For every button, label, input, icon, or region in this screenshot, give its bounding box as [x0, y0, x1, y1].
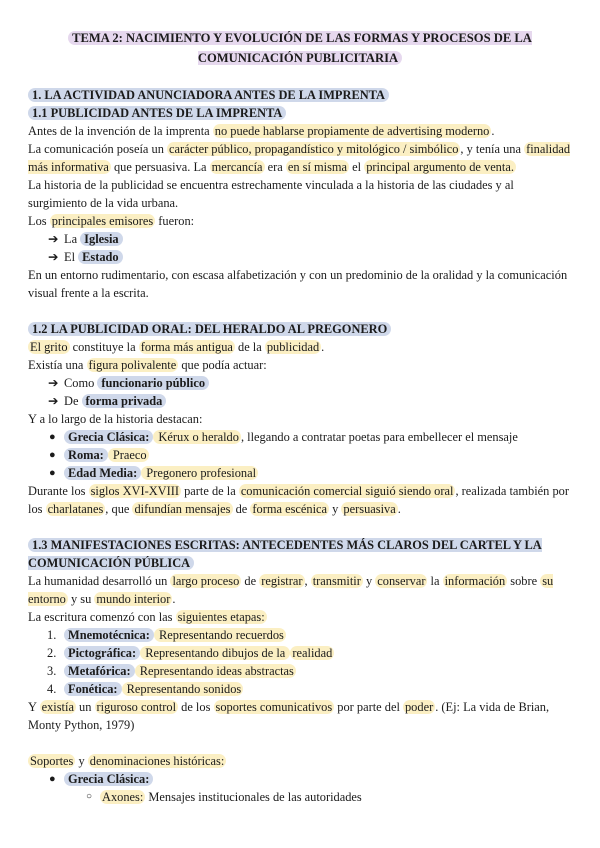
list-item: ● Roma: Praeco — [49, 448, 147, 462]
paragraph: La historia de la publicidad se encuentra estrechamente vinculada a la historia de las ciudades y al surgimiento de la vida urbana. — [28, 178, 514, 210]
list-item: ● Grecia Clásica: — [28, 770, 572, 788]
paragraph: Existía una figura polivalente que podía actuar: — [28, 358, 267, 372]
historia-list — [28, 428, 572, 482]
list-item: ➔ La Iglesia — [28, 230, 572, 248]
paragraph: En un entorno rudimentario, con escasa alfabetización y con un predominio de la oralidad y la comunicación visual frente a la escrita. — [28, 268, 568, 300]
list-item: ➔ El Estado — [28, 248, 572, 266]
paragraph: El grito constituye la forma más antigua de la publicidad . — [30, 340, 325, 354]
arrow-icon: ➔ — [48, 250, 59, 264]
page-title: TEMA 2: NACIMIENTO Y EVOLUCIÓN DE LAS FORMAS Y PROCESOS DE LA COMUNICACIÓN PUBLICITARIA — [28, 28, 572, 68]
list-item: 2. Pictográfica: Representando dibujos de la realidad — [47, 646, 333, 660]
list-item: 4. Fonética: Representando sonidos — [47, 682, 242, 696]
list-item: ● Edad Media: Pregonero profesional — [49, 466, 257, 480]
bullet-icon: ● — [49, 773, 56, 785]
subsection-heading-1-2: 1.2 LA PUBLICIDAD ORAL: DEL HERALDO AL PREGONERO — [28, 320, 572, 338]
subsection-heading-1-1: 1.1 PUBLICIDAD ANTES DE LA IMPRENTA — [28, 104, 572, 122]
list-item: ➔ De forma privada — [28, 392, 572, 410]
list-item: ● Grecia Clásica: Kérux o heraldo , llegando a contratar poetas para embellecer el mensaje — [49, 430, 518, 444]
paragraph: Y existía un riguroso control de los soportes comunicativos por parte del poder . (Ej: La vida de Brian, Monty Python, 1979) — [28, 700, 550, 732]
etapas-list — [28, 626, 572, 698]
list-item: 3. Metafórica: Representando ideas abstractas — [47, 664, 294, 678]
section-heading-1: 1. LA ACTIVIDAD ANUNCIADORA ANTES DE LA IMPRENTA — [28, 86, 572, 104]
paragraph: Antes de la invención de la imprenta no puede hablarse propiamente de advertising moderno . — [28, 124, 495, 138]
list-item: ○ Axones: Mensajes institucionales de las autoridades — [86, 790, 362, 804]
bullet-icon: ● — [49, 449, 56, 461]
emisores-list — [28, 230, 572, 266]
bullet-icon: ● — [49, 467, 56, 479]
soportes-list — [28, 770, 572, 788]
grecia-sublist — [28, 788, 572, 806]
paragraph: Los principales emisores fueron: — [28, 214, 195, 228]
paragraph: La comunicación poseía un carácter público, propagandístico y mitológico / simbólico , y tenía una finalidad más informativa que persuasiva. La mercancía era en sí misma el principal argumento de venta. — [28, 142, 571, 174]
bullet-icon: ● — [49, 431, 56, 443]
arrow-icon: ➔ — [48, 376, 59, 390]
arrow-icon: ➔ — [48, 394, 59, 408]
paragraph: Durante los siglos XVI-XVIII parte de la comunicación comercial siguió siendo oral , realizada también por los charlatanes , que difundían mensajes de forma escénica y persuasiva . — [28, 484, 569, 516]
paragraph: Y a lo largo de la historia destacan: — [28, 412, 203, 426]
subsection-heading-1-3: 1.3 MANIFESTACIONES ESCRITAS: ANTECEDENTES MÁS CLAROS DEL CARTEL Y LA COMUNICACIÓN PÚBLICA — [28, 538, 542, 570]
list-item: ➔ Como funcionario público — [28, 374, 572, 392]
circle-bullet-icon: ○ — [86, 791, 93, 802]
paragraph: La humanidad desarrolló un largo proceso de registrar , transmitir y conservar la información sobre su entorno y su mundo interior . — [28, 574, 554, 606]
paragraph: Soportes y denominaciones históricas: — [30, 754, 225, 768]
arrow-icon: ➔ — [48, 232, 59, 246]
roles-list — [28, 374, 572, 410]
paragraph: La escritura comenzó con las siguientes etapas: — [28, 610, 265, 624]
list-item: 1. Mnemotécnica: Representando recuerdos — [47, 628, 284, 642]
